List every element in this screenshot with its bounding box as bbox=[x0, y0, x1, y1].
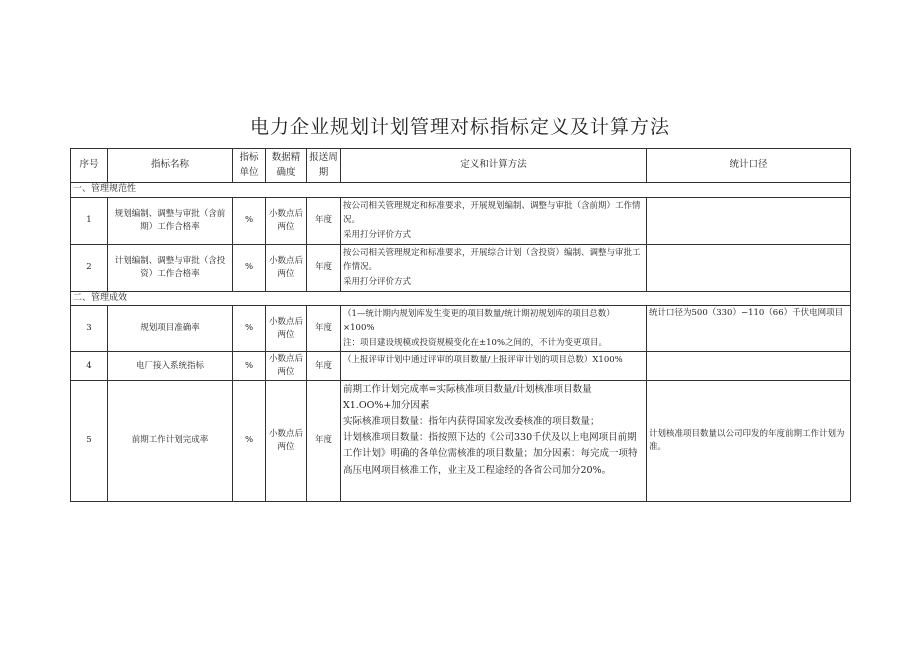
definition-line: 采用打分评价方式 bbox=[343, 229, 412, 240]
cell-no: 3 bbox=[71, 306, 108, 352]
cell-unit: % bbox=[233, 380, 266, 501]
cell-definition bbox=[341, 306, 647, 352]
cell-definition bbox=[341, 352, 647, 381]
header-no: 序号 bbox=[71, 149, 108, 183]
definition-line: 采用打分评价方式 bbox=[343, 276, 412, 287]
cell-definition bbox=[341, 197, 647, 244]
table-header-row bbox=[71, 149, 851, 183]
cell-period: 年度 bbox=[307, 306, 341, 352]
cell-period: 年度 bbox=[307, 380, 341, 501]
cell-name: 规划编制、调整与审批（含前期）工作合格率 bbox=[108, 197, 233, 244]
definition-line: 按公司相关管理规定和标准要求，开展规划编制、调整与审批（含前期）工作情况。 bbox=[343, 200, 641, 226]
table-row bbox=[71, 380, 851, 501]
cell-period: 年度 bbox=[307, 244, 341, 291]
cell-unit: % bbox=[233, 306, 266, 352]
cell-period: 年度 bbox=[307, 352, 341, 381]
cell-precision: 小数点后两位 bbox=[266, 244, 307, 291]
cell-precision: 小数点后两位 bbox=[266, 352, 307, 381]
header-period: 报送周期 bbox=[307, 149, 341, 183]
definition-line: 前期工作计划完成率=实际核准项目数量/计划核准项目数量X1.OO%+加分因素 bbox=[343, 383, 592, 411]
cell-name: 电厂接入系统指标 bbox=[108, 352, 233, 381]
cell-scope bbox=[647, 352, 851, 381]
cell-precision: 小数点后两位 bbox=[266, 197, 307, 244]
cell-name: 前期工作计划完成率 bbox=[108, 380, 233, 501]
table-row bbox=[71, 197, 851, 244]
cell-scope: 统计口径为500（330）−110（66）千伏电网项目 bbox=[647, 306, 851, 352]
definition-line: 注：项目建设规模或投资规模变化在±10%之间的，不计为变更项目。 bbox=[343, 337, 608, 348]
cell-no: 1 bbox=[71, 197, 108, 244]
cell-period: 年度 bbox=[307, 197, 341, 244]
cell-precision: 小数点后两位 bbox=[266, 306, 307, 352]
page-title: 电力企业规划计划管理对标指标定义及计算方法 bbox=[249, 116, 670, 138]
cell-name: 规划项目准确率 bbox=[108, 306, 233, 352]
cell-scope bbox=[647, 244, 851, 291]
definition-line: 按公司相关管理规定和标准要求，开展综合计划（含投资）编制、调整与审批工作情况。 bbox=[343, 247, 641, 273]
header-name: 指标名称 bbox=[108, 149, 233, 183]
header-definition: 定义和计算方法 bbox=[341, 149, 647, 183]
header-unit: 指标单位 bbox=[233, 149, 266, 183]
cell-definition bbox=[341, 244, 647, 291]
section-row bbox=[71, 291, 851, 306]
section-row bbox=[71, 183, 851, 198]
definition-line: （1—统计期内规划库发生变更的项目数量/统计期初规划库的项目总数）×100% bbox=[343, 309, 615, 334]
cell-unit: % bbox=[233, 197, 266, 244]
table-row bbox=[71, 306, 851, 352]
table-row bbox=[71, 352, 851, 381]
cell-no: 4 bbox=[71, 352, 108, 381]
cell-scope: 计划核准项目数量以公司印发的年度前期工作计划为准。 bbox=[647, 380, 851, 501]
definition-line: 实际核准项目数量：指年内获得国家发改委核准的项目数量； bbox=[343, 416, 600, 428]
header-scope: 统计口径 bbox=[647, 149, 851, 183]
indicator-table bbox=[70, 148, 851, 502]
cell-no: 2 bbox=[71, 244, 108, 291]
cell-scope bbox=[647, 197, 851, 244]
cell-precision: 小数点后两位 bbox=[266, 380, 307, 501]
cell-definition bbox=[341, 380, 647, 501]
cell-name: 计划编制、调整与审批（含投资）工作合格率 bbox=[108, 244, 233, 291]
section-label: 一、管理规范性 bbox=[71, 183, 851, 198]
table-row bbox=[71, 244, 851, 291]
section-label: 二、管理成效 bbox=[71, 291, 851, 306]
definition-line: 计划核准项目数量：指按照下达的《公司330千伏及以上电网项目前期工作计划》明确的各单位需核准的项目数量；加分因素：每完成一项特高压电网项目核准工作，业主及工程途经的各省公司加分20%。 bbox=[343, 432, 638, 476]
cell-unit: % bbox=[233, 352, 266, 381]
cell-no: 5 bbox=[71, 380, 108, 501]
cell-unit: % bbox=[233, 244, 266, 291]
header-precision: 数据精确度 bbox=[266, 149, 307, 183]
definition-line: （上报评审计划中通过评审的项目数量/上报评审计划的项目总数）X100% bbox=[343, 355, 623, 366]
